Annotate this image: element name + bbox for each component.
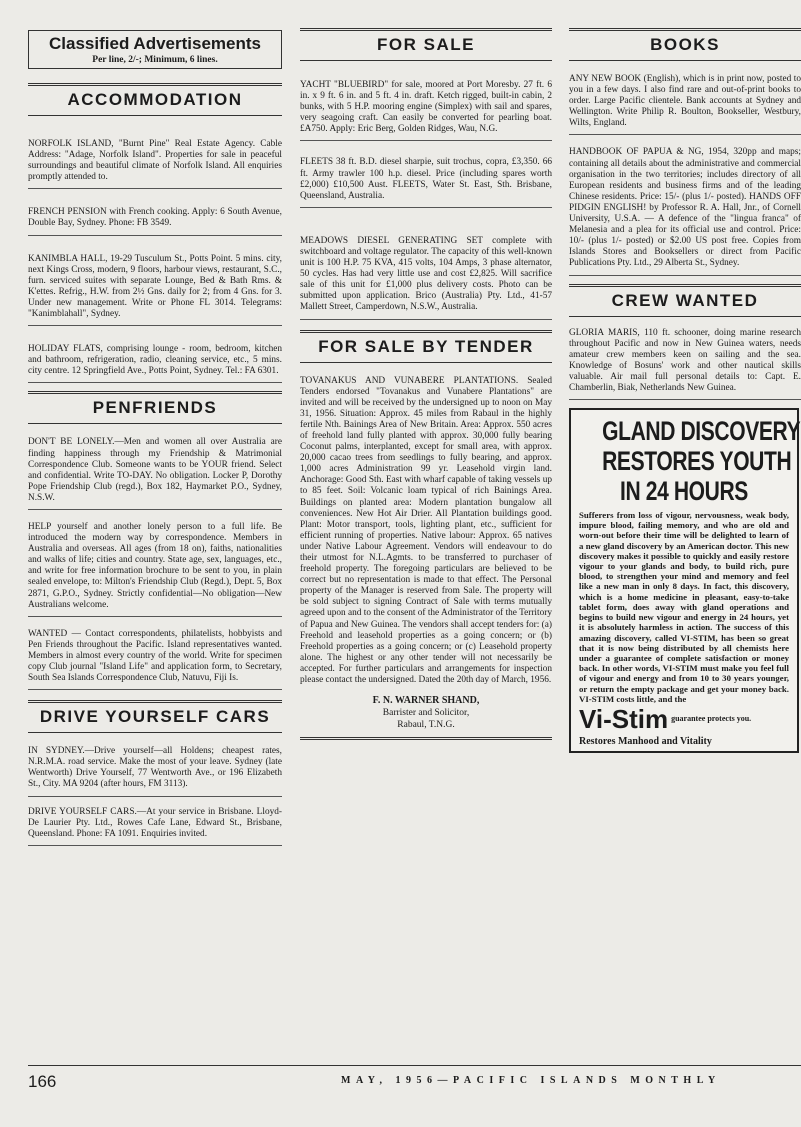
ad-holiday-flats: HOLIDAY FLATS, comprising lounge - room, bedroom, kitchen and bathroom, refrigeration, radio, cleaning service, etc., 5 mins. city centre. 12 Springfield Ave., Potts Point, Sydney. Tel.: FA 6301.: [28, 326, 282, 383]
ad-kanimbla-hall: KANIMBLA HALL, 19-29 Tusculum St., Potts Point. 5 mins. city, next Kings Cross, modern, 9 floors, harbour views, restaurant, S.C., furn. serviced suites with separate Lounge, Bed & Bath Rms. & K'ettes. Refrig., H.W. from 2½ Gns. daily for 2; from 4 Gns. for 3. Under new management. Write or Phone FL 3014. Telegrams: "Kanimblahall", Sydney.: [28, 236, 282, 327]
section-heading-accommodation: ACCOMMODATION: [28, 83, 282, 116]
ad-help-yourself: HELP yourself and another lonely person to a full life. Be introduced the modern way by correspondence. Members in Australia and overseas. All ages (from 18 on), faiths, nationalities and walks of life; cities and country. State age, sex, languages, etc., and write for free information brochure to be sent to you, in plain sealed envelope, to: Milton's Friendship Club (Regd.), Dept. 5, Box 2871, G.P.O., Sydney. Strictly confidential—No obligation—New Australians welcome.: [28, 510, 282, 617]
page-number: 166: [28, 1072, 57, 1091]
ad-meadows-diesel: MEADOWS DIESEL GENERATING SET complete with switchboard and voltage regulator. The capacity of this well-known unit is 100 H.P. 75 KVA, 415 volts, 104 Amps, 3 phase alternator, 50 cycles. Has had very little use and cost £2,825. Will sacrifice sale of this unit for £1,000 plus delivery costs. Photo can be submitted upon application. Brico (Australia) Pty. Ltd., 41-57 Mallett Street, Camperdown, N.S.W., Australia.: [300, 208, 552, 320]
ad-any-new-book: ANY NEW BOOK (English), which is in print now, posted to you in a few days. I also find rare and out-of-print books to order. Large Pacific clientele. Bank accounts at Sydney and Wellington. Write Philip R. Boulton, Bookseller, Westbury, Wilts, England.: [569, 66, 801, 135]
column-right: [569, 0, 801, 753]
section-heading-penfriends: PENFRIENDS: [28, 391, 282, 424]
ad-drive-yourself-brisbane: DRIVE YOURSELF CARS.—At your service in Brisbane. Lloyd-De Laurier Pty. Ltd., Rowes Cafe Lane, Edward St., Brisbane, Queensland. Phone: FA 1091. Enquiries invited.: [28, 797, 282, 846]
ad-logo-row: [579, 705, 789, 733]
footer-publication: MAY, 1956—PACIFIC ISLANDS MONTHLY: [341, 1075, 721, 1086]
page-footer: [28, 1065, 801, 1096]
signature-name: F. N. WARNER SHAND,: [372, 695, 480, 707]
ad-wanted-correspondents: WANTED — Contact correspondents, philatelists, hobbyists and Pen Friends throughout the Pacific. Island representatives wanted. Members in almost every country of the world. Write for specimen copy Club journal "Island Life" and application form, to Secretary, South Sea Islands Correspondence Club, Natuvu, Fiji Is.: [28, 617, 282, 690]
classified-subtitle: Per line, 2/-; Minimum, 6 lines.: [92, 55, 218, 65]
ad-dont-be-lonely: DON'T BE LONELY.—Men and women all over Australia are finding happiness through my Friendship & Matrimonial Correspondence Club. Someone wants to be YOUR friend. Select and confidential. Write TO-DAY. No obligation. Locker P, Dorothy Pope Friendship Club (regd.), Box 182, Haymarket P.O., Sydney, N.S.W.: [28, 429, 282, 510]
ad-norfolk-island: NORFOLK ISLAND, "Burnt Pine" Real Estate Agency. Cable Address: "Adage, Norfolk Island". Properties for sale in peaceful surroundings and beautiful climate of Norfolk Island. All enquiries promptly attended to.: [28, 121, 282, 189]
classified-title: Classified Advertisements: [49, 34, 261, 53]
ad-tovanakus-plantations: TOVANAKUS AND VUNABERE PLANTATIONS. Sealed Tenders endorsed "Tovanakus and Vunabere Plantations" are invited and will be received by the undersigned up to noon on May 31, 1956. Situation: Approx. 45 miles from Rabaul in the highly fertile Nth. Bainings Area of New Britain. Area: Approx. 550 acres of freehold land fully planted with approx. 30,000 fully bearing Coconut palms, interplanted, except for small area, with approx. 20,000 cacao trees from seedlings to fully bearing, and approx. 1,000 acres Administration 99 yr. Leasehold virgin land. Anchorage: Good Sth. East with wharf capable of taking vessels up to 85 feet. Soil: Volcanic loam typical of rich Bainings Area. Buildings on planted area: Modern plantation bungalow all conveniences. New Hot Air Drier. All Plantation buildings good. Plant: Motor transport, tools, lighting plant, etc., sufficient for efficient running of properties. Native labour: Approx. 65 natives under Native Labour Agreement. Vendors will endeavour to do their utmost for N.L.Agmts. to be transferred to purchaser of freehold property. The foregoing particulars are believed to be correct but no representation is made to that effect. The Personal property of the Manager is reserved from Sale. The property will be sold subject to signing Contract of Sale with terms mutually agreed upon and to the consent of the Administrator of the Territory of Papua and New Guinea. The vendors shall accept tenders for: (a) Freehold and leasehold properties as a going concern; or (b) Freehold properties as a going concern; or (c) Leasehold property alone. The highest or any other tender will not necessarily be accepted. For further particulars and arrangements for inspection please contact the undersigned. Dated the 20th day of March, 1956.: [300, 375, 552, 686]
ad-body-text: Sufferers from loss of vigour, nervousness, weak body, impure blood, failing memory, and who are old and worn-out before their time will be delighted to learn of a new gland discovery by an American doctor. This new discovery makes it possible to quickly and easily restore vigour to your glands and body, to build rich, pure blood, to strengthen your mind and memory and feel like a new man in only 8 days. In fact, this discovery, which is a home medicine in pleasant, easy-to-take tablet form, does away with gland operations and begins to build new vigour and energy in 24 hours, yet it is absolutely harmless in action. The success of this amazing discovery, called VI-STIM, has been so great that it is now being distributed by all chemists here under a guarantee of complete satisfaction or money back. In other words, VI-STIM must make you feel full of vigour and energy and from 10 to 30 years younger, or return the empty package and get your money back. VI-STIM costs little, and the: [579, 510, 789, 704]
gland-discovery-advertisement: [569, 408, 799, 753]
ad-headline-2: RESTORES YOUTH: [602, 446, 792, 477]
column-middle: [300, 0, 552, 740]
ad-footer-text: Restores Manhood and Vitality: [579, 735, 712, 747]
column-left: [28, 0, 282, 846]
ad-gloria-maris: GLORIA MARIS, 110 ft. schooner, doing marine research throughout Pacific and now in New Guinea waters, needs amateur crew members keen on sailing and the sea. Knowledge of Bosuns' work and other nautical skills valuable. Air mail full personal details to: Capt. E. Chamberlin, Biak, Netherlands New Guinea.: [569, 322, 801, 401]
section-heading-books: BOOKS: [569, 28, 801, 61]
section-heading-drive: DRIVE YOURSELF CARS: [28, 700, 282, 733]
section-heading-crew: CREW WANTED: [569, 284, 801, 317]
ad-in-sydney: IN SYDNEY.—Drive yourself—all Holdens; cheapest rates, N.R.M.A. road service. Make the most of your leave. Sydney (late Wentworth) Drive Yourself, 77 Wentworth Ave., or 196 Elizabeth St., City. MA 9204 (after hours, FM 3113).: [28, 738, 282, 796]
vi-stim-logo: Vi-Stim: [579, 703, 669, 734]
ad-yacht-bluebird: YACHT "BLUEBIRD" for sale, moored at Port Moresby. 27 ft. 6 in. x 9 ft. 6 in. and 5 ft. 4 in. draft. Ketch rigged, built-in cabin, 2 bunks, with 5 H.P. mooring engine (Simplex) with sail and spares, very seagoing craft. Can easily be converted for pearling boat. £A750. Apply: Eric Berg, Golden Ridges, Wau, N.G.: [300, 66, 552, 141]
signature-place: Rabaul, T.N.G.: [397, 720, 455, 731]
classified-header: [28, 30, 282, 69]
ad-headline-3: IN 24 HOURS: [620, 476, 748, 507]
section-heading-tender: FOR SALE BY TENDER: [300, 330, 552, 363]
ad-handbook-papua: HANDBOOK OF PAPUA & NG, 1954, 320pp and maps; containing all details about the administrative and commercial organisation in the two territories; includes directory of all European residents and business firms and of the leading Chinese residents. Price: 15/- (plus 1/- posted). HANDS OFF PIDGIN ENGLISH! by Professor R. A. Hall, Jnr., of Cornell University, U.S.A. — A defence of the "lingua franca" of Melanesia and a plea for its official use and control. Price: 10/- (plus 1/- posted) or $2.00 US post free. Copies from Islands Stores and Booksellers or direct from Pacific Publications Pty. Ltd., 29 Alberta St., Sydney.: [569, 135, 801, 275]
tender-signature: [300, 691, 552, 740]
guarantee-text: guarantee protects you.: [671, 714, 752, 724]
ad-french-pension: FRENCH PENSION with French cooking. Apply: 6 South Avenue, Double Bay, Sydney. Phone: FB 3549.: [28, 189, 282, 235]
ad-fleets: FLEETS 38 ft. B.D. diesel sharpie, suit trochus, copra, £3,350. 66 ft. Army trawler 100 h.p. diesel. Price (including spares worth £2,000) £10,500 Aust. FLEETS, Water St. East, Sth. Brisbane, Queensland, Australia.: [300, 141, 552, 207]
signature-title: Barrister and Solicitor,: [382, 708, 470, 719]
ad-headline-1: GLAND DISCOVERY: [602, 416, 801, 447]
section-heading-for-sale: FOR SALE: [300, 28, 552, 61]
